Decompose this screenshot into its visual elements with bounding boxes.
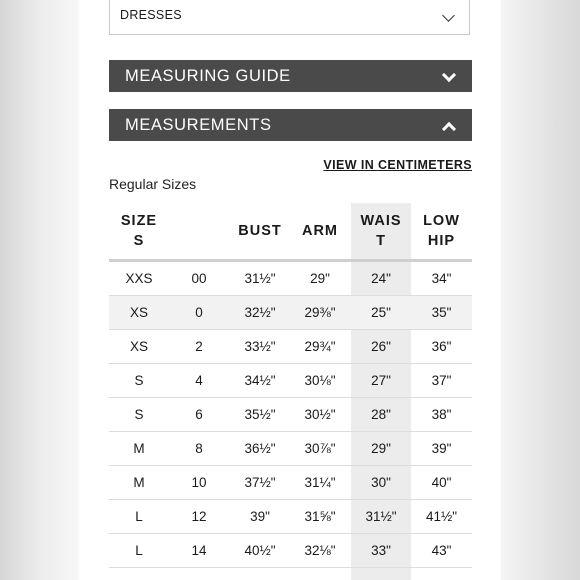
cell-numeric-size: 6 xyxy=(195,407,203,422)
cell-numeric-size: 2 xyxy=(195,339,203,354)
cell-bust: 36½" xyxy=(244,441,276,456)
measuring-guide-accordion[interactable] xyxy=(109,60,472,92)
cell-bust: 40½" xyxy=(244,543,276,558)
cell-bust: 35½" xyxy=(244,407,276,422)
header-low-hip: LOW HIP xyxy=(423,213,460,249)
cell-numeric-size: 00 xyxy=(191,271,207,286)
cell-arm: 30⅞" xyxy=(304,441,336,456)
table-row xyxy=(109,330,472,364)
header-arm: ARM xyxy=(301,223,339,239)
cell-low-hip: 37" xyxy=(431,373,452,388)
cell-low-hip: 36" xyxy=(431,339,452,354)
chevron-down-icon xyxy=(442,68,456,82)
cell-low-hip: 38" xyxy=(431,407,452,422)
cell-bust: 39" xyxy=(250,509,270,524)
table-row xyxy=(109,296,472,330)
category-select-value: DRESSES xyxy=(120,8,182,22)
cell-size: L xyxy=(135,543,143,558)
header-size: SIZE S xyxy=(120,213,158,249)
category-select[interactable] xyxy=(109,0,470,35)
cell-arm: 31¼" xyxy=(304,475,336,490)
cell-waist: 26" xyxy=(371,339,391,354)
table-row xyxy=(109,432,472,466)
cell-low-hip: 41½" xyxy=(425,509,458,524)
cell-low-hip: 43" xyxy=(431,543,452,558)
cell-arm: 29" xyxy=(310,271,330,286)
cell-arm: 30½" xyxy=(304,407,336,422)
cell-bust: 33½" xyxy=(244,339,276,354)
cell-waist: 24" xyxy=(371,271,391,286)
table-row xyxy=(109,364,472,398)
cell-size: M xyxy=(133,475,145,490)
cell-numeric-size: 14 xyxy=(191,543,207,558)
cell-waist: 31½" xyxy=(365,509,397,524)
cell-numeric-size: 4 xyxy=(195,373,203,388)
table-row xyxy=(109,466,472,500)
table-row xyxy=(109,500,472,534)
header-waist: WAIS T xyxy=(360,213,402,249)
cell-arm: 29¾" xyxy=(304,339,336,354)
cell-waist: 27" xyxy=(371,373,391,388)
cell-size: XS xyxy=(129,305,148,320)
cell-waist: 28" xyxy=(371,407,391,422)
cell-waist: 25" xyxy=(371,305,391,320)
cell-numeric-size: 10 xyxy=(191,475,207,490)
view-in-centimeters-link[interactable]: VIEW IN CENTIMETERS xyxy=(323,158,472,172)
cell-numeric-size: 8 xyxy=(195,441,203,456)
cell-size: L xyxy=(135,509,143,524)
cell-bust: 32½" xyxy=(244,305,276,320)
header-bust: BUST xyxy=(238,223,282,239)
cell-size: S xyxy=(134,407,144,422)
chevron-up-icon xyxy=(442,122,456,136)
cell-arm: 29⅜" xyxy=(304,305,336,320)
cell-bust: 31½" xyxy=(244,271,276,286)
measurements-title: MEASUREMENTS xyxy=(125,116,272,134)
cell-numeric-size: 12 xyxy=(191,509,207,524)
cell-arm: 31⅝" xyxy=(304,509,336,524)
table-row xyxy=(109,534,472,568)
size-chart-page xyxy=(80,0,500,580)
cell-bust: 34½" xyxy=(244,373,276,388)
measurements-accordion[interactable] xyxy=(109,109,472,141)
cell-waist: 30" xyxy=(371,475,391,490)
cell-arm: 32⅛" xyxy=(304,543,336,558)
cell-waist: 33" xyxy=(371,543,391,558)
cell-low-hip: 35" xyxy=(431,305,452,320)
chevron-down-icon xyxy=(442,9,455,22)
table-header xyxy=(109,203,472,259)
table-row xyxy=(109,262,472,296)
cell-arm: 30⅛" xyxy=(304,373,336,388)
cell-size: M xyxy=(133,441,145,456)
cell-waist: 29" xyxy=(371,441,391,456)
measuring-guide-title: MEASURING GUIDE xyxy=(125,67,291,85)
cell-size: XXS xyxy=(125,271,153,286)
table-row xyxy=(109,398,472,432)
cell-size: XS xyxy=(129,339,148,354)
cell-low-hip: 34" xyxy=(431,271,452,286)
cell-low-hip: 40" xyxy=(431,475,452,490)
table-caption: Regular Sizes xyxy=(109,176,197,192)
header-numeric-size xyxy=(169,203,229,259)
cell-numeric-size: 0 xyxy=(195,305,203,320)
cell-bust: 37½" xyxy=(244,475,276,490)
cell-low-hip: 39" xyxy=(431,441,452,456)
cell-size: S xyxy=(134,373,144,388)
